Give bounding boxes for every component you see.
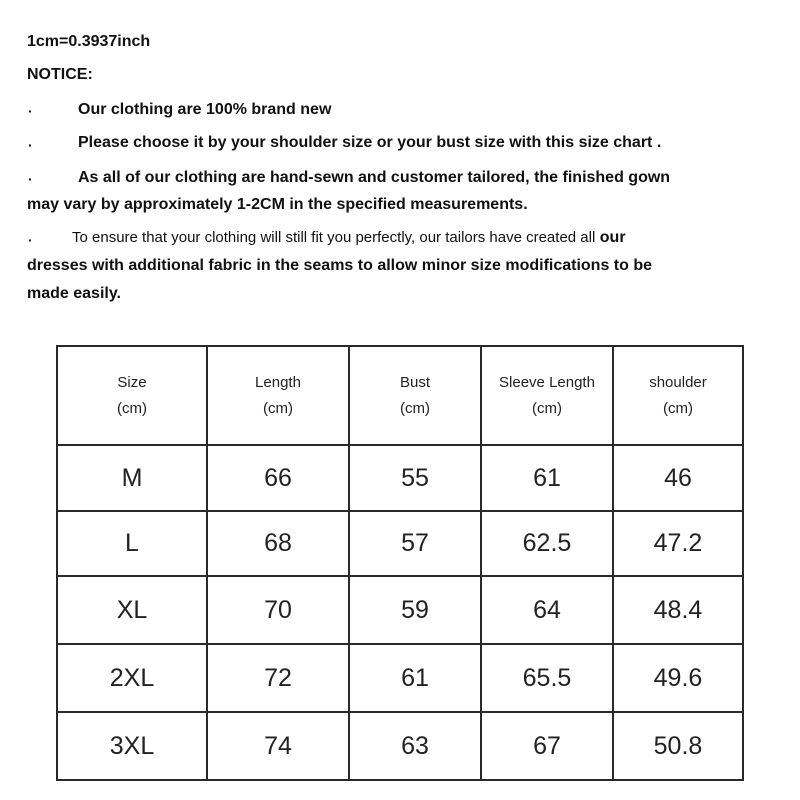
cell-length: 74 bbox=[207, 712, 349, 780]
cell-length: 68 bbox=[207, 511, 349, 576]
notice-line-4-end: our bbox=[599, 229, 626, 246]
cell-sleeve-length: 64 bbox=[481, 576, 613, 644]
cell-size: XL bbox=[57, 576, 207, 644]
cell-size: 3XL bbox=[57, 712, 207, 780]
notice-line-3: As all of our clothing are hand-sewn and customer tailored, the finished gown bbox=[78, 169, 671, 186]
cell-sleeve-length: 61 bbox=[481, 445, 613, 511]
table-header-row bbox=[57, 346, 743, 445]
notice-line-3-cont: may vary by approximately 1-2CM in the specified measurements. bbox=[27, 196, 528, 213]
cell-sleeve-length: 65.5 bbox=[481, 644, 613, 712]
cell-size: 2XL bbox=[57, 644, 207, 712]
table-row bbox=[57, 644, 743, 712]
cell-shoulder: 46 bbox=[613, 445, 743, 511]
table-row bbox=[57, 445, 743, 511]
header-shoulder: shoulder (cm) bbox=[613, 346, 743, 445]
notice-line-4 bbox=[72, 229, 626, 247]
header-sleeve-length: Sleeve Length (cm) bbox=[481, 346, 613, 445]
notice-line-2: Please choose it by your shoulder size or your bust size with this size chart . bbox=[78, 134, 662, 151]
cell-sleeve-length: 67 bbox=[481, 712, 613, 780]
notice-line-4-text: To ensure that your clothing will still fit you perfectly, our tailors have created all bbox=[72, 229, 596, 246]
cell-size: L bbox=[57, 511, 207, 576]
cell-length: 70 bbox=[207, 576, 349, 644]
bullet-1: · bbox=[28, 103, 33, 119]
cell-bust: 55 bbox=[349, 445, 481, 511]
bullet-2: · bbox=[28, 137, 33, 153]
cell-shoulder: 50.8 bbox=[613, 712, 743, 780]
cell-bust: 63 bbox=[349, 712, 481, 780]
header-length: Length (cm) bbox=[207, 346, 349, 445]
size-chart-table bbox=[56, 345, 744, 781]
table-row bbox=[57, 576, 743, 644]
cell-size: M bbox=[57, 445, 207, 511]
cell-shoulder: 49.6 bbox=[613, 644, 743, 712]
cell-shoulder: 48.4 bbox=[613, 576, 743, 644]
notice-title: NOTICE: bbox=[27, 66, 93, 83]
cell-bust: 59 bbox=[349, 576, 481, 644]
table-row bbox=[57, 712, 743, 780]
cell-shoulder: 47.2 bbox=[613, 511, 743, 576]
notice-line-5: dresses with additional fabric in the seams to allow minor size modifications to be bbox=[27, 257, 653, 274]
notice-line-6: made easily. bbox=[27, 285, 121, 302]
unit-conversion: 1cm=0.3937inch bbox=[27, 33, 151, 50]
cell-length: 72 bbox=[207, 644, 349, 712]
header-bust: Bust (cm) bbox=[349, 346, 481, 445]
table-row bbox=[57, 511, 743, 576]
cell-length: 66 bbox=[207, 445, 349, 511]
header-size: Size (cm) bbox=[57, 346, 207, 445]
bullet-3: · bbox=[28, 171, 33, 187]
bullet-4: · bbox=[28, 232, 33, 248]
cell-bust: 57 bbox=[349, 511, 481, 576]
cell-sleeve-length: 62.5 bbox=[481, 511, 613, 576]
notice-line-1: Our clothing are 100% brand new bbox=[78, 101, 332, 118]
cell-bust: 61 bbox=[349, 644, 481, 712]
